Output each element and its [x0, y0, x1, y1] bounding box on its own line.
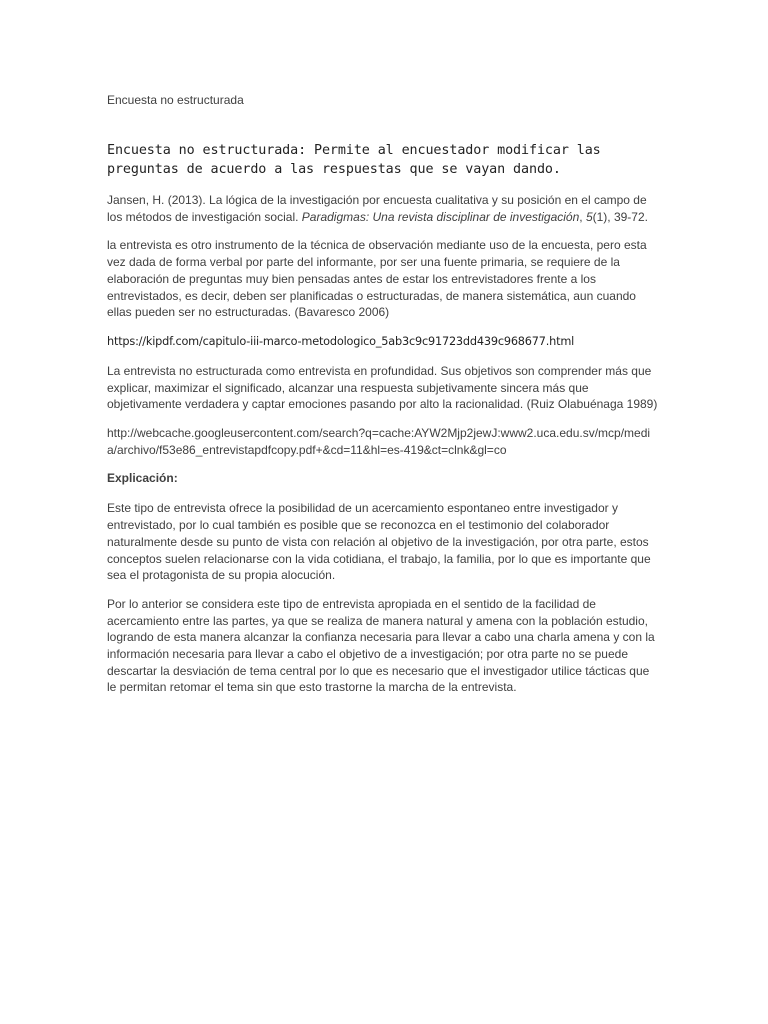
- paragraph-explanation-1: Este tipo de entrevista ofrece la posibilidad de un acercamiento espontaneo entre investigador y entrevistado, por lo cual también es posible que se reconozca en el testimonio del colaborador naturalmente desde su punto de vista con relación al objetivo de la investigación, por otra parte, estos conceptos suelen relacionarse con la vida cotidiana, el trabajo, la familia, por lo que es importante que sea el protagonista de su propia alocución.: [107, 501, 651, 583]
- webcache-link[interactable]: http://webcache.googleusercontent.com/search?q=cache:AYW2Mjp2jewJ:www2.uca.edu.sv/mcp/media/archivo/f53e86_entrevistapdfcopy.pdf+&cd=11&hl=es-419&ct=clnk&gl=co: [107, 426, 651, 457]
- kipdf-link[interactable]: https://kipdf.com/capitulo-iii-marco-metodologico_5ab3c9c91723dd439c968677.html: [107, 334, 575, 348]
- citation-volume: 5: [585, 209, 593, 224]
- explanation-heading: Explicación:: [107, 471, 178, 486]
- paragraph-ruiz-olabuenaga: La entrevista no estructurada como entrevista en profundidad. Sus objetivos son comprender más que explicar, maximizar el significado, alcanzar una respuesta subjetivamente sincera más que objetivamente verdadera y captar emociones pasando por alto la racionalidad. (Ruiz Olabuénaga 1989): [107, 363, 658, 412]
- citation-journal: Paradigmas: Una revista disciplinar de investigación: [301, 209, 580, 224]
- citation-paragraph: [107, 192, 659, 225]
- paragraph-explanation-2: Por lo anterior se considera este tipo de entrevista apropiada en el sentido de la facilidad de acercamiento entre las partes, ya que se realiza de manera natural y amena con la población estudio, logrando de esta manera alcanzar la confianza necesaria para llevar a cabo una charla amena y con la información necesaria para llevar a cabo el objetivo de a investigación; por otra parte no se puede descartar la desviación de tema central por lo que es necesario que el investigador utilice tácticas que le permitan retomar el tema sin que esto trastorne la marcha de la entrevista.: [107, 596, 655, 695]
- citation-separator: ,: [579, 209, 586, 224]
- paragraph-bavaresco: la entrevista es otro instrumento de la técnica de observación mediante uso de la encuesta, pero esta vez dada de forma verbal por parte del informante, por ser una fuente primaria, se requiere de la elaboración de preguntas muy bien pensadas antes de estar los entrevistadores frente a los entrevistados, es decir, deben ser planificadas o estructuradas, de manera sistemática, aun cuando ellas pueden ser no estructuradas. (Bavaresco 2006): [107, 238, 647, 320]
- document-content: [107, 92, 659, 708]
- document-title: Encuesta no estructurada: [107, 93, 244, 107]
- document-subtitle: Encuesta no estructurada: Permite al encuestador modificar las preguntas de acuerdo a las respuestas que se vayan dando.: [107, 143, 601, 177]
- citation-suffix: (1), 39-72.: [592, 209, 648, 224]
- citation-prefix: Jansen, H. (2013). La lógica de la investigación por encuesta cualitativa y su posición en el campo de los métodos de investigación social.: [107, 193, 647, 224]
